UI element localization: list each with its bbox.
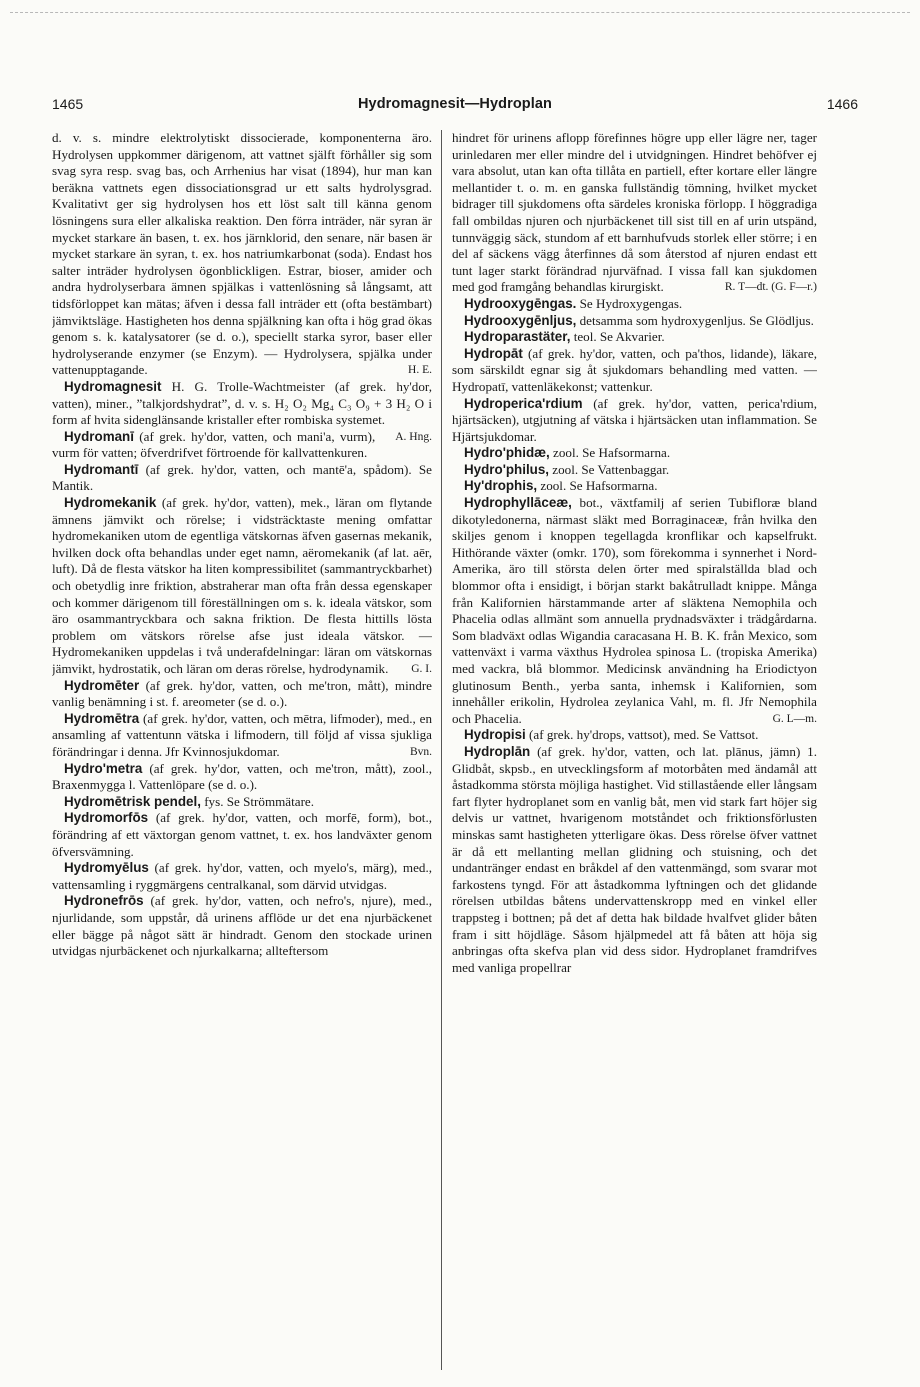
entry-text: (af grek. hy'drops, vattsot), med. Se Vattsot.: [525, 727, 759, 743]
entry-text: (af grek. hy'dor, vatten, och mētra, lifmoder), med., en ansamling af vattentunn vätska i lifmodern, till följd af vissa sjukliga förändringar i denna. Jfr Kvinnosjukdomar.: [52, 710, 432, 759]
entry-text: (af grek. hy'dor, vatten, och me'tron, mått), mindre vanlig benämning i st. f. areometer (se d. o.).: [52, 677, 432, 710]
dictionary-entry: [52, 893, 432, 959]
author-signature: A. Hng.: [395, 430, 432, 443]
dictionary-entry: [52, 794, 432, 811]
author-signature: G. I.: [411, 663, 432, 675]
dictionary-entry: [452, 130, 817, 296]
entry-text: (af grek. hy'dor, vatten), mek., läran om flytande ämnens jämvikt och rörelse; i vidsträcktaste mening omfattar hydromekaniken utom de egentliga vätskornas äfven gasernas mekanik, hvilken dock ofta behandlas under eget namn, aëromekanik (af lat. aēr, luft). Då de flesta vätskor ha liten kompressibilitet (sammantryckbarhet) och obetydlig inre friktion, abstraherar man ofta från dessa egenskaper och kommer därigenom till föreställningen om s. k. ideala vätskor, som äro osammantryckbara och sakna friktion. De flesta hittills lösta problem om vätskors rörelse afse just ideala vätskor. — Hydromekaniken uppdelas i två underafdelningar: läran om vätskornas jämvikt, hydrostatik, och läran om deras rörelse, hydrodynamik.: [52, 495, 432, 676]
author-signature: R. T—dt. (G. F—r.): [724, 281, 817, 294]
entry-headword: Hydroparastäter,: [464, 329, 571, 345]
entry-headword: Hy'drophis,: [464, 478, 538, 494]
dictionary-entry: [452, 727, 817, 744]
column-divider: [441, 130, 442, 1370]
entry-text: (af grek. hy'dor, vatten, och mantē'a, spådom). Se Mantik.: [52, 461, 432, 494]
entry-headword: Hydropāt: [464, 345, 523, 361]
entry-text: fys. Se Strömmätare.: [200, 793, 315, 809]
dictionary-entry: [452, 396, 817, 446]
dictionary-entry: [452, 296, 817, 313]
page-number-left: 1465: [52, 96, 84, 112]
dictionary-entry: [52, 810, 432, 860]
entry-headword: Hydromantī: [64, 461, 139, 477]
dictionary-entry: [452, 462, 817, 479]
entry-headword: Hydrophyllāceæ,: [464, 495, 572, 511]
entry-text: d. v. s. mindre elektrolytiskt dissocierade, komponenterna äro. Hydrolysen uppkommer därigenom, att vattnet själft förhåller sig som svag syra resp. svag bas, och Arrhenius har visat (1894), hur man kan beräkna vattnets egen dissociationsgrad ur ett salts hydrolysgrad. Kvalitativt ger sig hydrolysen hos ett löst salt till känna genom lösningens sura eller alkaliska reaktion. Den förra inträder, när syran är mycket starkare än basen, t. ex. hos järnklorid, den senare, när basen är mycket starkare än syran, t. ex. hos natriumkarbonat (soda). Endast hos salter inträder hydrolysen ögonblickligen. Estrar, bioser, amider och andra hydrolyserbara ämnen spjälkas i vattenlösning så långsamt, att tidsförloppet kan mätas; äfven i dessa fall inträder ett (ofta bestämbart) jämviktsläge. Hastigheten hos denna spjälkning kan ofta i hög grad ökas genom s. k. katalysatorer (se d. o.), speciellt starka syror, baser eller hydrolyserande enzymer (se Enzym). — Hydrolysera, spjälka under vattenupptagande.: [52, 130, 432, 378]
dictionary-entry: [452, 445, 817, 462]
author-signature: G. L—m.: [772, 712, 817, 725]
entry-headword: Hydromekanik: [64, 495, 157, 511]
dictionary-entry: [452, 478, 817, 495]
entry-text: Se Hydroxygengas.: [576, 295, 683, 311]
entry-text: (af grek. hy'dor, vatten, och morfē, form), bot., förändring af ett växtorgan genom vattnet, t. ex. hos landväxter genom öfversvämning.: [52, 810, 432, 859]
entry-text: detsamma som hydroxygenljus. Se Glödljus.: [576, 312, 814, 328]
entry-headword: Hydroplān: [464, 743, 531, 759]
author-signature: H. E.: [408, 364, 432, 377]
entry-headword: Hydropisi: [464, 727, 526, 743]
entry-headword: Hydrooxygēnljus,: [464, 312, 577, 328]
dictionary-entry: [52, 761, 432, 794]
dictionary-entry: [52, 130, 432, 379]
entry-headword: Hydromētrisk pendel,: [64, 793, 201, 809]
dictionary-entry: [452, 744, 817, 976]
page-number-right: 1466: [826, 96, 858, 112]
entry-text: hindret för urinens aflopp förefinnes högre upp eller lägre ner, tager urinledaren mer eller mindre del i utvidgningen. Hindret behöfver ej vara absolut, utan kan ofta tillåta en partiell, efter kortare eller längre mellantider t. o. m. en ganska fullständig tömning, hvilket mycket bidrager till sjukdomens ofta särdeles kroniska förlopp. I höggradiga fall ombildas njuren och njurbäckenet till sist till en af urin utspänd, tunnväggig säck, stundom af ett barnhufvuds storlek eller större; i en del af säckens vägg återfinnes då som återstod af njuren endast ett tunt lager starkt förändrad njurväfnad. I vissa fall kan sjukdomen med god framgång behandlas kirurgiskt.: [452, 130, 817, 295]
entry-text: (af grek. hy'dor, vatten, perica'rdium, hjärtsäcken), utgjutning af vätska i hjärtsäcken utan inflammation. Se Hjärtsjukdomar.: [452, 395, 817, 444]
entry-text: (af grek. hy'dor, vatten, och nefro's, njure), med., njurlidande, som uppstår, då urinens afflöde ur det ena njurbäckenet eller bägge på något sätt är hindradt. Genom den stockade urinen utvidgas njurbäckenet och njurkalkarna; allteftersom: [52, 893, 432, 959]
page-header: [52, 96, 858, 118]
dictionary-entry: [452, 346, 817, 396]
dictionary-entry: [52, 462, 432, 495]
dictionary-entry: [452, 313, 817, 330]
entry-headword: Hydromorfōs: [64, 810, 149, 826]
entry-text: (af grek. hy'dor, vatten, och lat. plānus, jämn) 1. Glidbåt, skpsb., en utvecklingsform af motorbåten med ändamål att åstadkomma största möjliga hastighet. Vid stillastående eller långsam fart flyter hydroplanet som en vanlig båt, men vid stark fart höjer sig delvis ur vattnet, hvarigenom motståndet och friktionsförlusten minskas samt hastigheten ytterligare ökas. Dess rörelse öfver vattnet är då ett mellanting mellan glidning och stuisning, och det undantränger endast en bråkdel af den vattenmängd, som svarar mot farkostens tyngd. För att åstadkomma lyftningen och det glidande rörelsen utbildas båtens undervattenskropp med en vinkel eller trappsteg i bottnen; på det af detta hak bildade hvalfvet glider båten fram i sitt höjdläge. Såsom hjälpmedel att få båten att höja sig anbringas ofta skefva plan vid dess sidor. Hydroplanet framdrifves med vanliga propellrar: [452, 743, 817, 975]
dictionary-entry: [452, 495, 817, 727]
dictionary-entry: [52, 495, 432, 678]
entry-text: H. G. Trolle-Wachtmeister (af grek. hy'dor, vatten), miner., ”talkjordshydrat”, d. v. s. H₂ O₂ Mg₄ C₃ O₉ + 3 H₂ O i form af hvita sidenglänsande kristaller efter rombiska systemet.: [52, 378, 432, 428]
scan-edge-line: [10, 12, 910, 13]
author-signature: Bvn.: [409, 745, 432, 758]
entry-text: zool. Se Hafsormarna.: [549, 445, 671, 461]
dictionary-entry: [52, 678, 432, 711]
right-column: [452, 130, 817, 1379]
entry-text: (af grek. hy'dor, vatten, och pa'thos, lidande), läkare, som särskildt egnar sig åt sjukdomars behandling med vatten. — Hydropatī, vattenläkekonst; vattenkur.: [452, 345, 817, 394]
entry-headword: Hydromagnesit: [64, 378, 162, 394]
dictionary-entry: [52, 429, 432, 462]
entry-headword: Hydrooxygēngas.: [464, 295, 577, 311]
dictionary-entry: [52, 860, 432, 893]
entry-headword: Hydro'metra: [64, 760, 143, 776]
entry-text: zool. Se Hafsormarna.: [537, 478, 658, 494]
entry-headword: Hydromyēlus: [64, 860, 149, 876]
entry-headword: Hydro'philus,: [464, 461, 550, 477]
dictionary-entry: [52, 711, 432, 761]
entry-text: teol. Se Akvarier.: [570, 329, 665, 345]
dictionary-entry: [452, 329, 817, 346]
entry-headword: Hydroperica'rdium: [464, 395, 583, 411]
entry-headword: Hydromētra: [64, 710, 140, 726]
entry-text: (af grek. hy'dor, vatten, och mani'a, vurm), vurm för vatten; öfverdrifvet förtroende för kallvattenkuren.: [52, 428, 376, 461]
entry-headword: Hydromēter: [64, 677, 140, 693]
entry-text: zool. Se Vattenbaggar.: [549, 461, 670, 477]
entry-text: (af grek. hy'dor, vatten, och myelo's, märg), med., vattensamling i ryggmärgens centralkanal, som därvid utvidgas.: [52, 860, 432, 892]
entry-text: (af grek. hy'dor, vatten, och me'tron, mått), zool., Braxenmygga l. Vattenlöpare (se d. o.).: [52, 760, 432, 793]
entry-text: bot., växtfamilj af serien Tubifloræ bland dikotyledonerna, närmast släkt med Borraginaceæ, från hvilka den skiljes genom i knoppen tegellagda kronflikar och kapselfrukt. Hithörande växter (omkr. 170), som förekomma i synnerhet i Nord-Amerika, äro till största delen örter med spiralställda blad och blommor ofta i ensidigt, i början starkt bakåtrulladt knippe. Många från Kalifornien härstammande arter af släktena Nemophila och Phacelia odlas allmänt som annuella prydnadsväxter i trädgårdarna. Som bladväxt odlas Wigandia caracasana H. B. K. från Mexico, som vattenväxt i varma växthus Hydrolea spinosa L. (tropiska Amerika) med vackra, blå blommor. Medicinsk användning ha Eriodictyon glutinosum Benth., yerba santa, inhemsk i Kalifornien, som innehåller erikolin, Hydrolea zeylanica Vahl, m. fl. Jfr Nemophila och Phacelia.: [452, 495, 817, 726]
page-title: Hydromagnesit—Hydroplan: [357, 96, 553, 112]
entry-headword: Hydromanī: [64, 428, 134, 444]
entry-headword: Hydro'phidæ,: [464, 445, 550, 461]
left-column: [52, 130, 432, 1379]
entry-headword: Hydronefrōs: [64, 893, 144, 909]
